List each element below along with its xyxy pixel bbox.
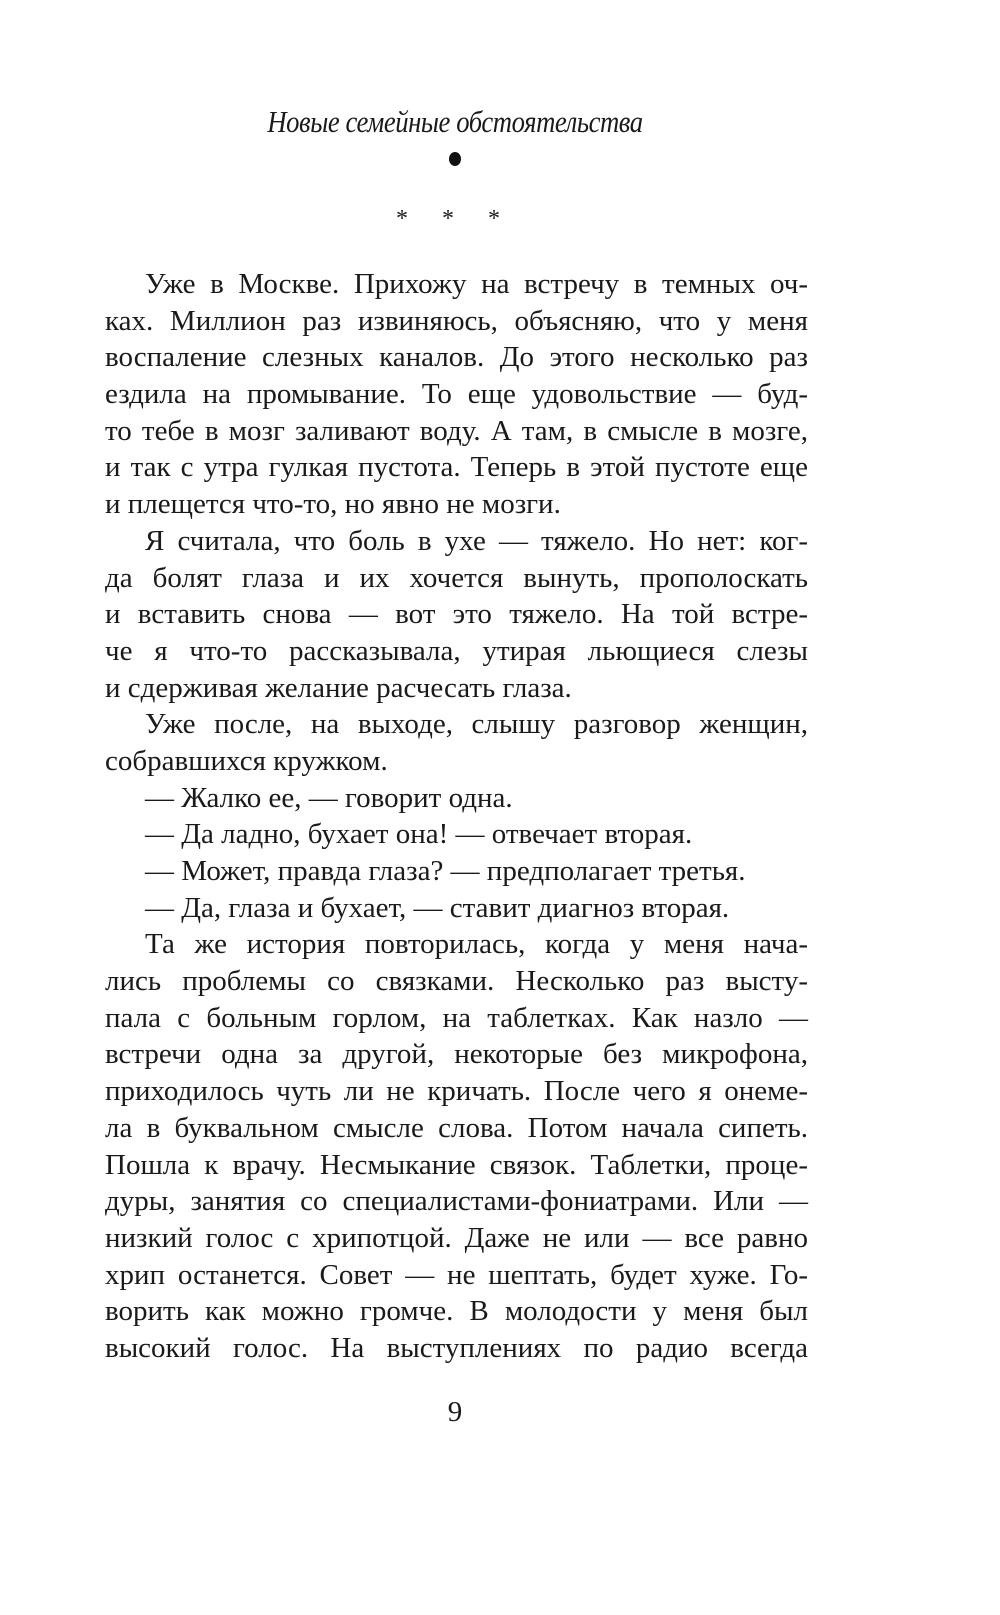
text-line: — Может, правда глаза? — предполагает третья. (145, 855, 746, 887)
text-line: ворить как можно громче. В молодости у меня был (105, 1295, 808, 1328)
text-line: собравшихся кружком. (105, 744, 388, 777)
running-head: Новые семейные обстоятельства (267, 104, 643, 139)
text-line: Уже после, на выходе, слышу разговор женщин, (145, 708, 808, 741)
text-line: приходилось чуть ли не кричать. После чего я онеме- (105, 1075, 808, 1108)
text-line: низкий голос с хрипотцой. Даже не или — все равно (105, 1221, 808, 1254)
text-line: и плещется что-то, но явно не мозги. (105, 488, 561, 521)
section-separator: * * * (396, 206, 514, 232)
ornament-bullet (449, 152, 461, 166)
text-line: и сдерживая желание расчесать глаза. (105, 671, 572, 704)
text-line: Я считала, что боль в ухе — тяжело. Но нет: ког- (145, 524, 808, 557)
text-line: ездила на промывание. То еще удовольствие — буд- (105, 378, 808, 411)
text-line: че я что-то рассказывала, утирая льющиеся слезы (105, 634, 808, 667)
page-number: 9 (447, 1396, 463, 1428)
text-line: хрип останется. Совет — не шептать, будет хуже. Го- (105, 1258, 808, 1291)
text-line: ках. Миллион раз извиняюсь, объясняю, что у меня (105, 304, 808, 337)
text-line: — Да, глаза и бухает, — ставит диагноз вторая. (145, 891, 730, 924)
text-line: пала с больным горлом, на таблетках. Как назло — (105, 1001, 808, 1034)
text-line: воспаление слезных каналов. До этого несколько раз (105, 341, 808, 374)
text-line: и вставить снова — вот это тяжело. На той встре- (105, 598, 808, 631)
body-text (105, 266, 808, 1367)
text-line: Пошла к врачу. Несмыкание связок. Таблетки, проце- (105, 1148, 808, 1181)
text-line: лись проблемы со связками. Несколько раз высту- (105, 965, 808, 998)
text-line: то тебе в мозг заливают воду. А там, в смысле в мозге, (105, 414, 808, 447)
text-line: Уже в Москве. Прихожу на встречу в темных оч- (145, 268, 808, 300)
text-line: — Жалко ее, — говорит одна. (145, 781, 513, 814)
text-line: ла в буквальном смысле слова. Потом начала сипеть. (105, 1111, 808, 1144)
text-line: — Да ладно, бухает она! — отвечает вторая. (145, 818, 693, 851)
text-line: да болят глаза и их хочется вынуть, прополоскать (105, 561, 808, 594)
text-line: Та же история повторилась, когда у меня нача- (145, 928, 808, 961)
text-line: высокий голос. На выступлениях по радио всегда (105, 1331, 808, 1364)
text-line: и так с утра гулкая пустота. Теперь в этой пустоте еще (105, 451, 808, 484)
text-line: дуры, занятия со специалистами-фониатрами. Или — (105, 1185, 808, 1218)
text-line: встречи одна за другой, некоторые без микрофона, (105, 1038, 808, 1071)
